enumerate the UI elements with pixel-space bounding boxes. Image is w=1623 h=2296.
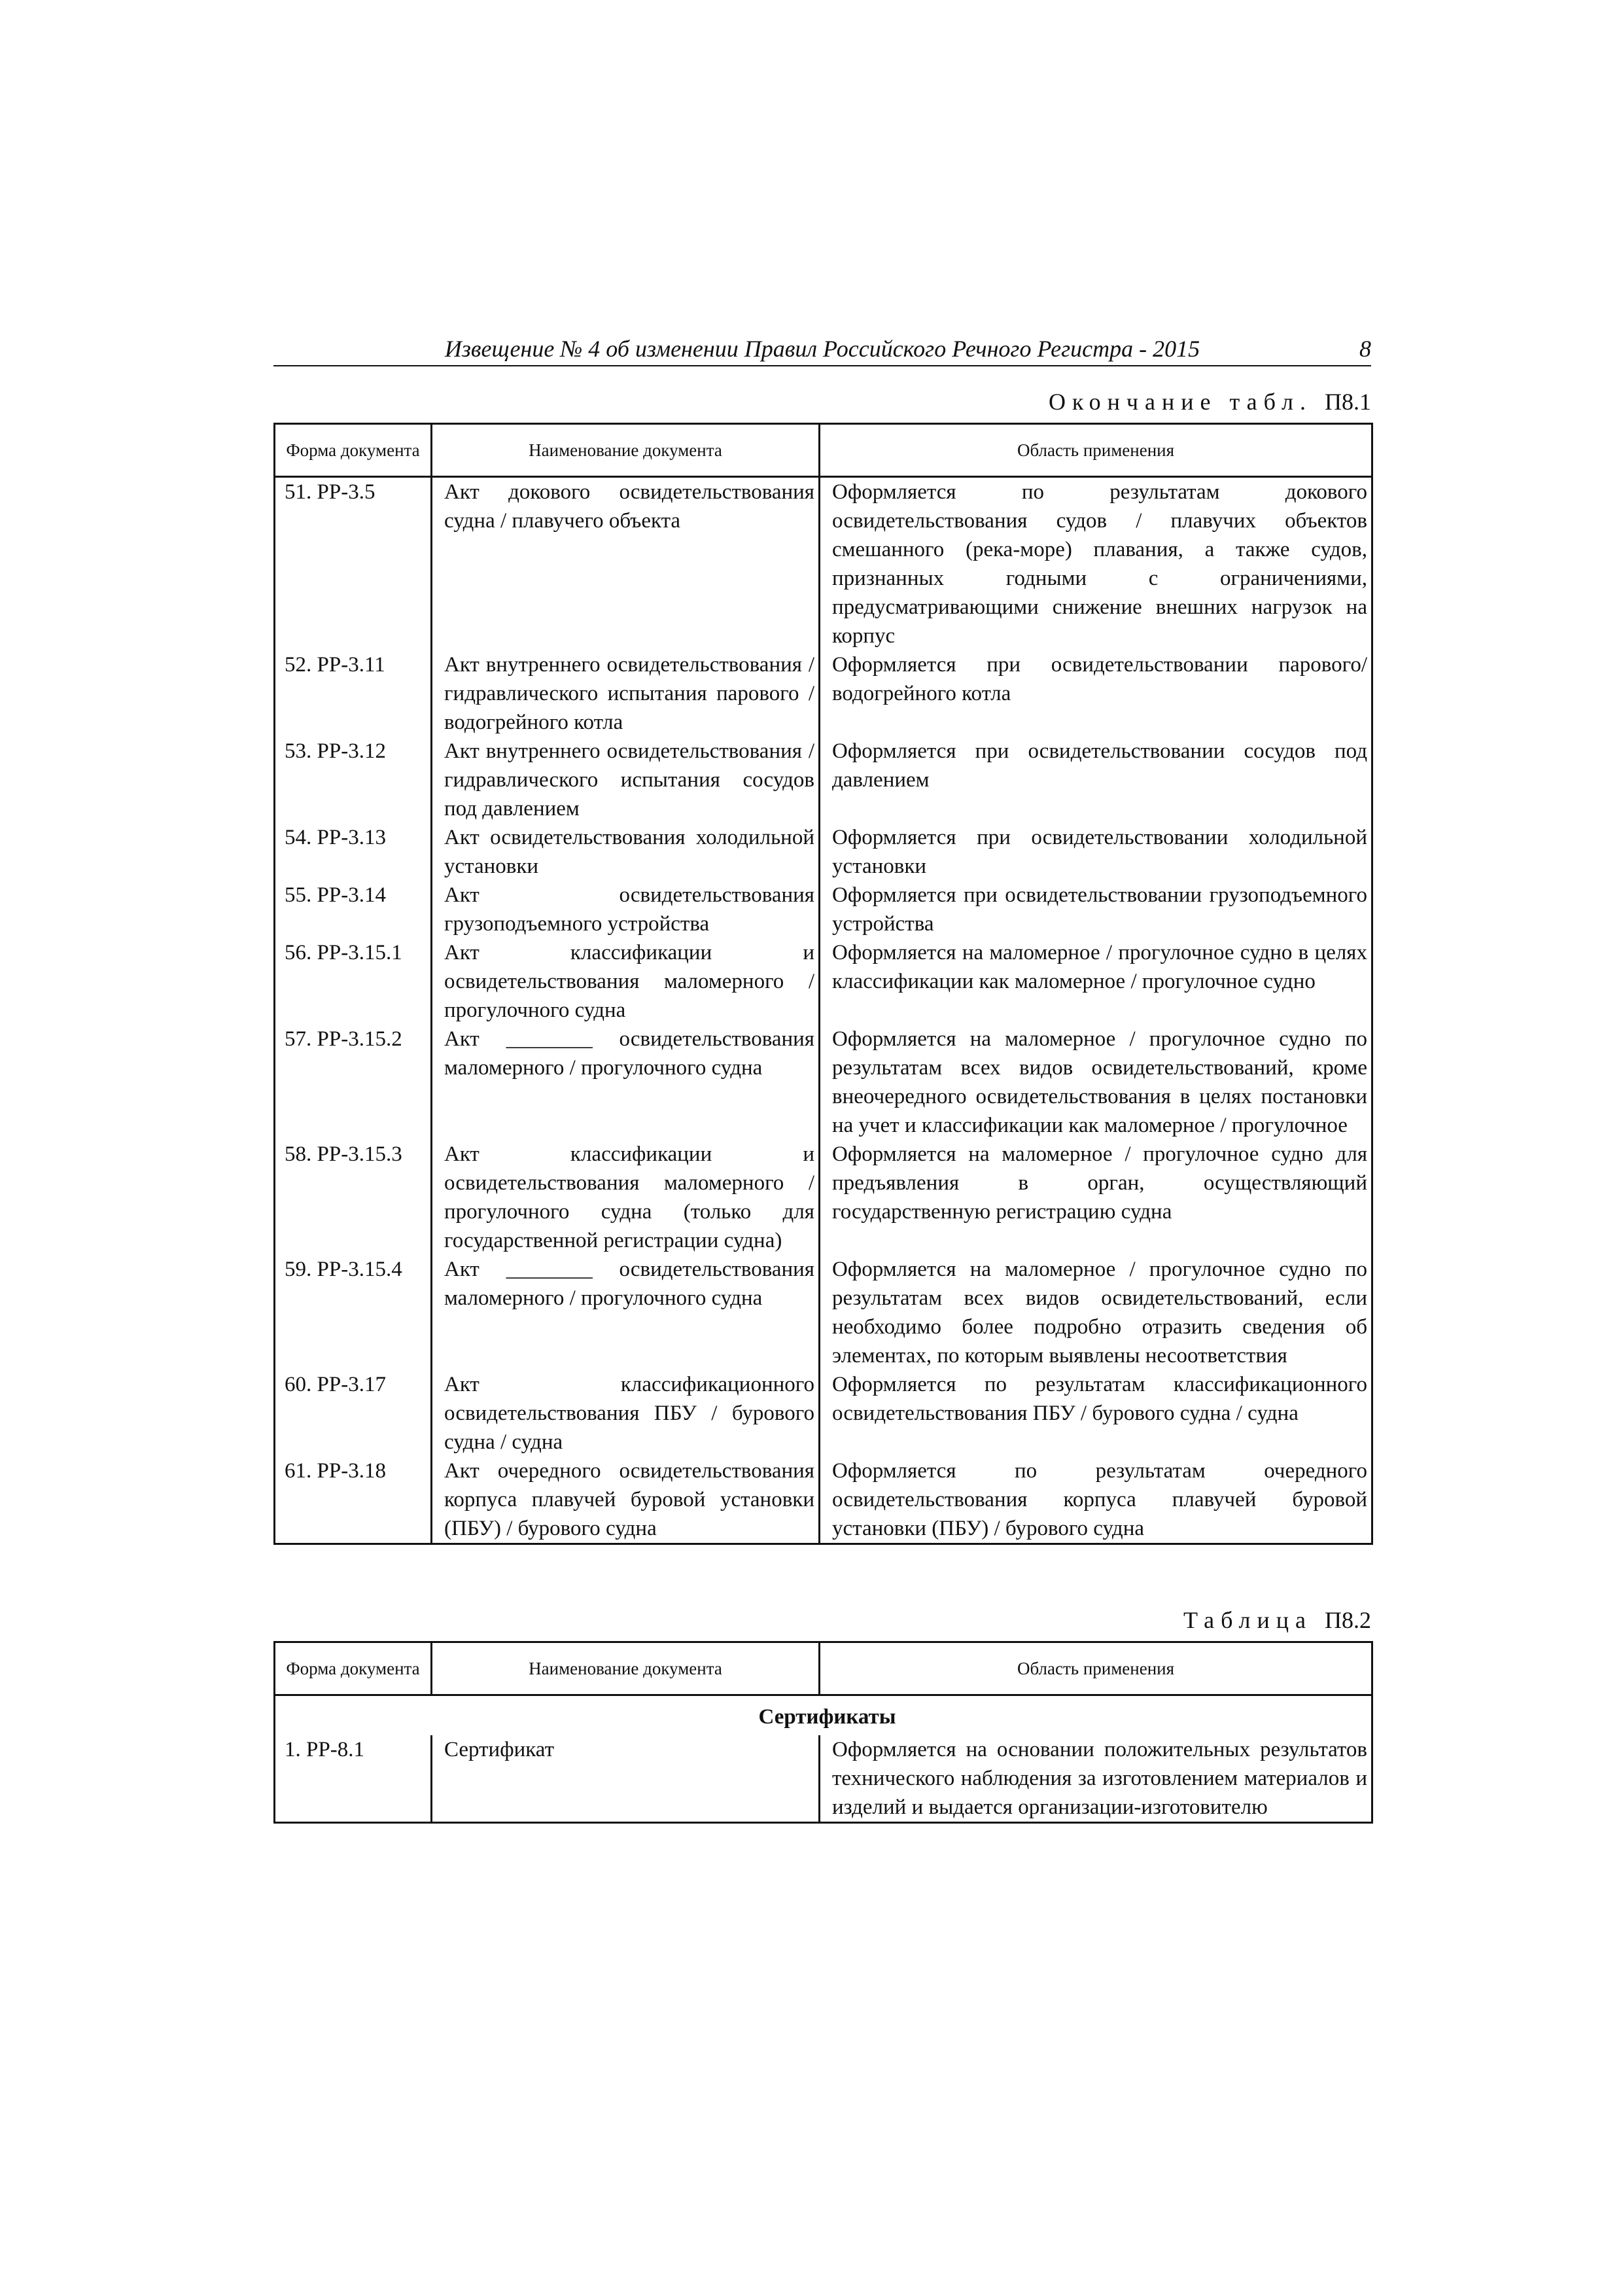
page-number: 8 xyxy=(1359,336,1371,362)
row-scope: Оформляется по результатам докового освидетельствования судов / плавучих объектов смешанного (река-море) плавания, а также судов, признанных годными с ограничениями, предусматривающими снижение внешних нагрузок на корпус xyxy=(820,477,1372,651)
header-title: Извещение № 4 об изменении Правил Российского Речного Регистра - 2015 xyxy=(444,336,1200,362)
table1-col-scope: Область применения xyxy=(820,424,1372,477)
row-name: Акт внутреннего освидетельствования / гидравлического испытания сосудов под давлением xyxy=(432,737,820,823)
table-row xyxy=(275,1255,1372,1370)
row-scope: Оформляется на маломерное / прогулочное судно в целях классификации как маломерное / прогулочное судно xyxy=(820,938,1372,1025)
table-row xyxy=(275,477,1372,651)
row-scope: Оформляется при освидетельствовании грузоподъемного устройства xyxy=(820,881,1372,938)
row-name: Акт докового освидетельствования судна / плавучего объекта xyxy=(432,477,820,651)
table-p8-2 xyxy=(273,1641,1373,1824)
row-form: 1. РР-8.1 xyxy=(275,1735,432,1823)
table2-caption xyxy=(1183,1606,1371,1634)
row-scope: Оформляется при освидетельствовании парового/водогрейного котла xyxy=(820,650,1372,737)
row-form: 57. РР-3.15.2 xyxy=(275,1025,432,1140)
table1-caption-number: П8.1 xyxy=(1325,389,1371,415)
row-scope: Оформляется на основании положительных результатов технического наблюдения за изготовлением материалов и изделий и выдается организации-изготовителю xyxy=(820,1735,1372,1823)
table-row xyxy=(275,1370,1372,1457)
row-name: Сертификат xyxy=(432,1735,820,1823)
table-row xyxy=(275,1735,1372,1823)
table-row xyxy=(275,1140,1372,1255)
table-row xyxy=(275,650,1372,737)
row-name: Акт освидетельствования грузоподъемного устройства xyxy=(432,881,820,938)
table1-col-form: Форма документа xyxy=(275,424,432,477)
table-row xyxy=(275,881,1372,938)
table1-col-name: Наименование документа xyxy=(432,424,820,477)
row-form: 54. РР-3.13 xyxy=(275,823,432,881)
table2-header-row xyxy=(275,1642,1372,1695)
row-form: 60. РР-3.17 xyxy=(275,1370,432,1457)
row-form: 61. РР-3.18 xyxy=(275,1457,432,1544)
row-form: 51. РР-3.5 xyxy=(275,477,432,651)
table2-caption-number: П8.2 xyxy=(1325,1607,1371,1633)
table-row xyxy=(275,1025,1372,1140)
row-form: 59. РР-3.15.4 xyxy=(275,1255,432,1370)
table2-col-name: Наименование документа xyxy=(432,1642,820,1695)
row-name: Акт ________ освидетельствования маломерного / прогулочного судна xyxy=(432,1255,820,1370)
table1-caption xyxy=(1049,387,1371,416)
row-form: 52. РР-3.11 xyxy=(275,650,432,737)
page-header xyxy=(273,334,1371,366)
row-name: Акт классификационного освидетельствования ПБУ / бурового судна / судна xyxy=(432,1370,820,1457)
row-scope: Оформляется на маломерное / прогулочное судно по результатам всех видов освидетельствований, если необходимо более подробно отразить сведения об элементах, по которым выявлены несоответствия xyxy=(820,1255,1372,1370)
row-scope: Оформляется на маломерное / прогулочное судно для предъявления в орган, осуществляющий государственную регистрацию судна xyxy=(820,1140,1372,1255)
row-form: 55. РР-3.14 xyxy=(275,881,432,938)
table1-caption-text: Окончание табл. xyxy=(1048,389,1312,415)
row-name: Акт освидетельствования холодильной установки xyxy=(432,823,820,881)
row-name: Акт внутреннего освидетельствования / гидравлического испытания парового / водогрейного котла xyxy=(432,650,820,737)
row-form: 56. РР-3.15.1 xyxy=(275,938,432,1025)
table2-caption-text: Таблица xyxy=(1183,1607,1312,1633)
row-scope: Оформляется при освидетельствовании сосудов под давлением xyxy=(820,737,1372,823)
row-scope: Оформляется на маломерное / прогулочное судно по результатам всех видов освидетельствований, кроме внеочередного освидетельствования в целях постановки на учет и классификации как маломерное / прогулочное xyxy=(820,1025,1372,1140)
table1-header-row xyxy=(275,424,1372,477)
table-row xyxy=(275,938,1372,1025)
table-row xyxy=(275,1457,1372,1544)
table-row xyxy=(275,737,1372,823)
row-scope: Оформляется по результатам очередного освидетельствования корпуса плавучей буровой установки (ПБУ) / бурового судна xyxy=(820,1457,1372,1544)
table2-col-form: Форма документа xyxy=(275,1642,432,1695)
table-p8-1 xyxy=(273,423,1373,1545)
section-title: Сертификаты xyxy=(275,1695,1372,1736)
row-scope: Оформляется при освидетельствовании холодильной установки xyxy=(820,823,1372,881)
row-name: Акт классификации и освидетельствования маломерного / прогулочного судна xyxy=(432,938,820,1025)
row-name: Акт ________ освидетельствования маломерного / прогулочного судна xyxy=(432,1025,820,1140)
row-form: 53. РР-3.12 xyxy=(275,737,432,823)
section-row xyxy=(275,1695,1372,1736)
table-row xyxy=(275,823,1372,881)
row-form: 58. РР-3.15.3 xyxy=(275,1140,432,1255)
table2-col-scope: Область применения xyxy=(820,1642,1372,1695)
row-name: Акт очередного освидетельствования корпуса плавучей буровой установки (ПБУ) / бурового судна xyxy=(432,1457,820,1544)
row-name: Акт классификации и освидетельствования маломерного / прогулочного судна (только для государственной регистрации судна) xyxy=(432,1140,820,1255)
row-scope: Оформляется по результатам классификационного освидетельствования ПБУ / бурового судна / судна xyxy=(820,1370,1372,1457)
